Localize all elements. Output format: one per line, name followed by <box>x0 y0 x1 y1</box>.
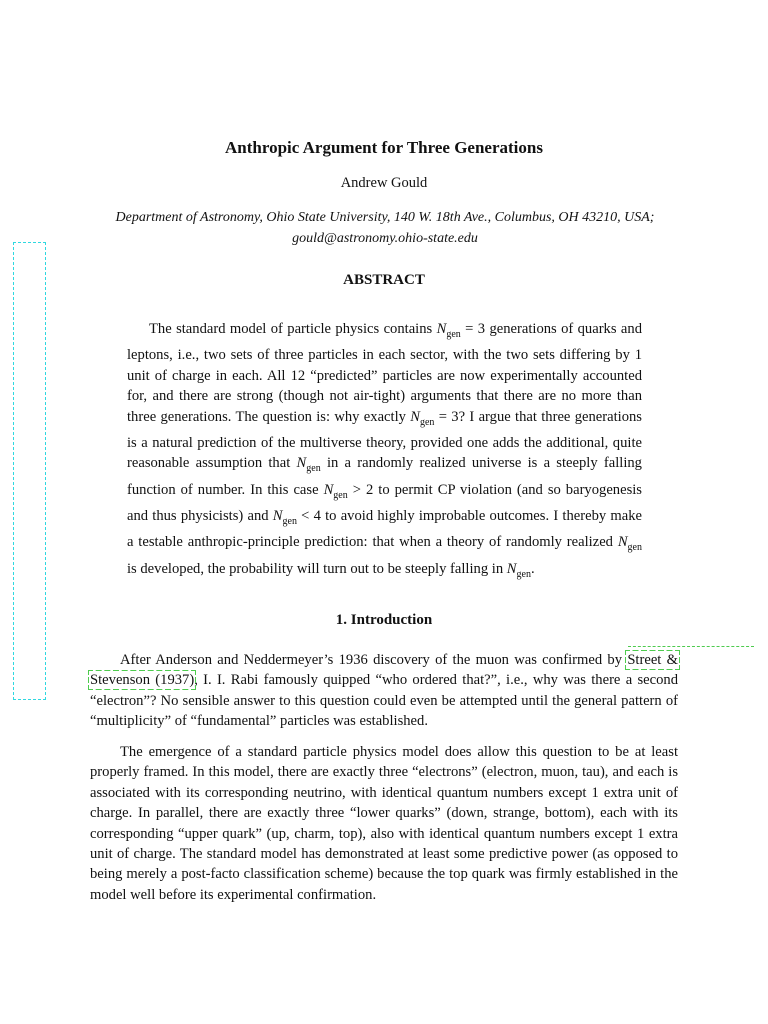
section-heading-introduction: 1. Introduction <box>335 612 433 628</box>
paper-author: Andrew Gould <box>340 175 428 191</box>
math-ngen: $N_{gen}$ <box>617 534 642 554</box>
math-ngen: $N_{gen}$ <box>436 321 461 340</box>
math-ngen: $N_{gen}$ <box>323 481 348 501</box>
paper-title: Anthropic Argument for Three Generations <box>225 138 543 157</box>
math-ngen: $N_{gen}$ <box>506 560 531 580</box>
margin-annotation-box <box>13 242 46 700</box>
intro-paragraph-2: The emergence of a standard particle physics model does allow this question to be at least properly framed. In this model, there are exactly three “electrons” (electron, muon, tau), and each is associated with its corresponding neutrino, with identical quantum numbers except 1 extra unit of charge. In parallel, there are exactly three “lower quarks” (down, strange, bottom), each with its corresponding “upper quark” (up, charm, top), also with identical quantum numbers except 1 extra unit of charge. The standard model has demonstrated at least some predictive power (as opposed to being merely a post-facto classification scheme) because the top quark was firmly established in the model well before its experimental confirmation. <box>90 744 678 903</box>
math-ngen: $N_{gen}$ <box>296 455 321 475</box>
math-ngen: $N_{gen}$ <box>410 408 435 428</box>
math-ngen: $N_{gen}$ <box>272 507 297 527</box>
citation-link[interactable]: Street & Stevenson (1937) <box>90 652 678 689</box>
abstract-text: The standard model of particle physics contains $N_{gen} = 3$ generations of quarks and leptons, i.e., two sets of three particles in each sector, with the two sets differing by 1 unit of charge in each. All 12 “predicted” particles are now experimentally accounted for, and there are strong (though not air-tight) arguments that there are no more than three generations. The question is: why exactly $N_{gen} = 3$? I argue that three generations is a natural prediction of the multiverse theory, provided one adds the additional, quite reasonable assumption that $N_{gen}$ in a randomly realized universe is a steeply falling function of number. In this case $N_{gen} > 2$ to permit CP violation (and so baryogenesis and thus physicists) and $N_{gen} < 4$ to avoid highly improbable outcomes. I thereby make a testable anthropic-principle prediction: that when a theory of randomly realized $N_{gen}$ is developed, the probability will turn out to be steeply falling in $N_{gen}$. <box>127 321 642 580</box>
abstract-heading: ABSTRACT <box>343 272 425 288</box>
paper-affiliation: Department of Astronomy, Ohio State University, 140 W. 18th Ave., Columbus, OH 43210, USA; gould@astronomy.ohio-state.edu <box>115 210 655 246</box>
intro-paragraph-1: After Anderson and Neddermeyer’s 1936 discovery of the muon was confirmed by Street & Stevenson (1937), I. I. Rabi famously quipped “who ordered that?”, i.e., why was there a second “electron”? No sensible answer to this question could even be attempted until the general pattern of “multiplicity” of “fundamental” particles was established. <box>90 652 678 730</box>
